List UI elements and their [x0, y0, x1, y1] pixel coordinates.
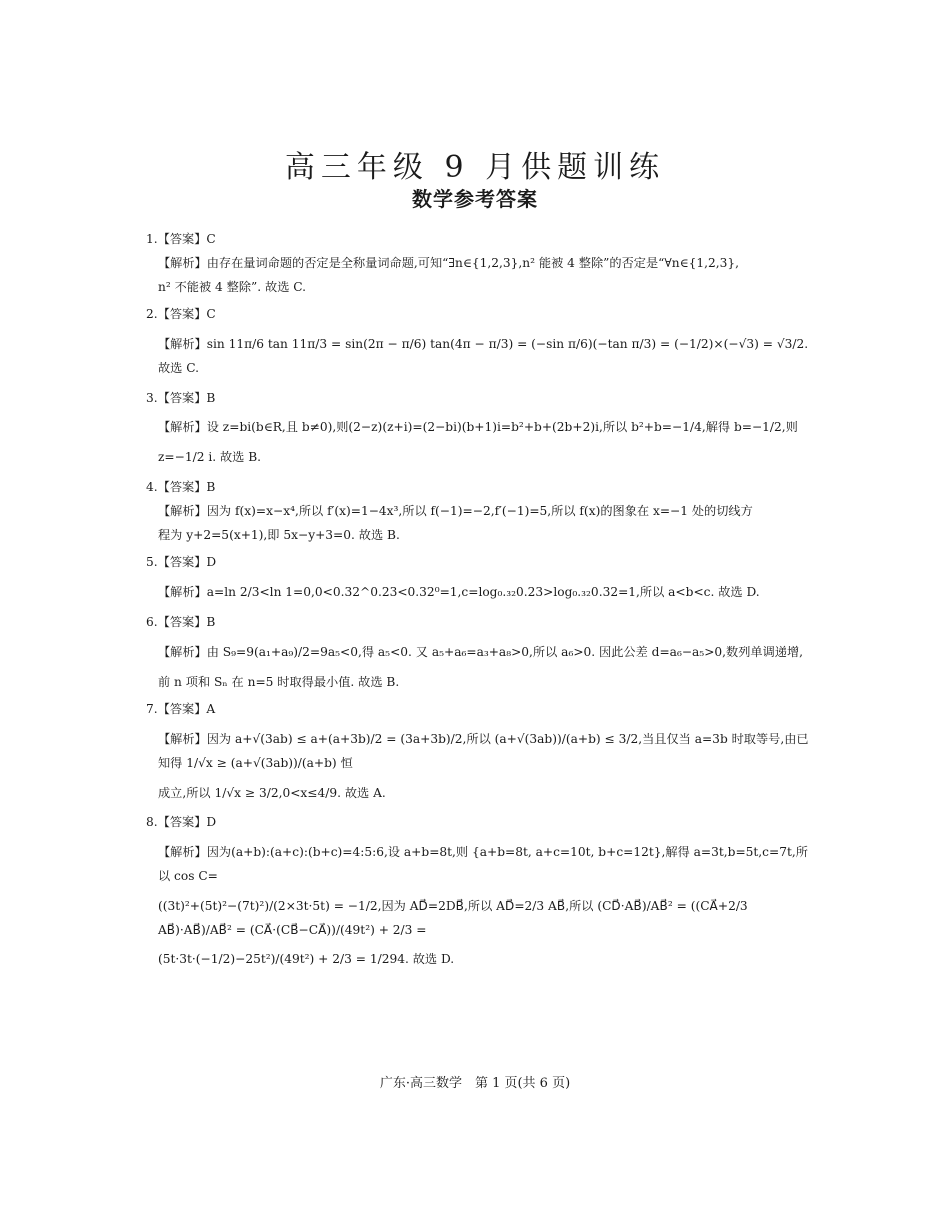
answer-3: 3.【答案】B — [146, 390, 216, 405]
solution-6-line-2: 前 n 项和 Sₙ 在 n=5 时取得最小值. 故选 B. — [158, 674, 400, 689]
solution-8-line-3: (5t·3t·(−1/2)−25t²)/(49t²) + 2/3 = 1/294. 故选 D. — [158, 952, 455, 967]
answer-list — [146, 228, 811, 978]
answer-2: 2.【答案】C — [146, 307, 216, 322]
answer-7: 7.【答案】A — [146, 702, 216, 717]
solution-8-line-2: ((3t)²+(5t)²−(7t)²)/(2×3t·5t) = −1/2,因为 AD⃗=2DB⃗,所以 AD⃗=2/3 AB⃗,所以 (CD⃗·AB⃗)/AB⃗² = ((CA⃗+2/3 AB⃗)·AB⃗)/AB⃗² = (CA⃗·(CB⃗−CA⃗))/(49t²) + 2/3 = — [158, 898, 748, 937]
solution-3-line-1: 【解析】设 z=bi(b∈R,且 b≠0),则(2−z)(z+i)=(2−bi)(b+1)i=b²+b+(2b+2)i,所以 b²+b=−1/4,解得 b=−1/2,则 — [158, 420, 798, 435]
solution-6-line-1: 【解析】由 S₉=9(a₁+a₉)/2=9a₅<0,得 a₅<0. 又 a₅+a₆=a₃+a₈>0,所以 a₆>0. 因此公差 d=a₆−a₅>0,数列单调递增, — [158, 644, 804, 659]
question-2 — [146, 303, 811, 380]
solution-1-line-2: n² 不能被 4 整除”. 故选 C. — [158, 279, 307, 294]
question-4 — [146, 476, 811, 547]
answer-1: 1.【答案】C — [146, 232, 216, 246]
page-title: 高三年级 9 月供题训练 — [284, 150, 666, 185]
answer-6: 6.【答案】B — [146, 614, 216, 629]
question-1 — [146, 228, 811, 299]
answer-4: 4.【答案】B — [146, 480, 216, 495]
solution-2-line-1: 【解析】sin 11π/6 tan 11π/3 = sin(2π − π/6) tan(4π − π/3) = (−sin π/6)(−tan π/3) = (−1/2)×(−√3) = √3/2. 故选 C. — [158, 337, 809, 375]
answer-5: 5.【答案】D — [146, 555, 217, 570]
solution-8-line-1: 【解析】因为(a+b):(a+c):(b+c)=4:5:6,设 a+b=8t,则 {a+b=8t, a+c=10t, b+c=12t},解得 a=3t,b=5t,c=7t,所以 cos C= — [158, 845, 808, 883]
solution-7-line-2: 成立,所以 1/√x ≥ 3/2,0<x≤4/9. 故选 A. — [158, 785, 386, 800]
solution-4-line-2: 程为 y+2=5(x+1),即 5x−y+3=0. 故选 B. — [158, 527, 400, 542]
page-subtitle: 数学参考答案 — [412, 187, 538, 211]
question-7 — [146, 698, 811, 805]
solution-3-line-2: z=−1/2 i. 故选 B. — [158, 450, 262, 465]
question-8 — [146, 811, 811, 972]
solution-4-line-1: 【解析】因为 f(x)=x−x⁴,所以 f′(x)=1−4x³,所以 f(−1)=−2,f′(−1)=5,所以 f(x)的图象在 x=−1 处的切线方 — [158, 503, 753, 518]
solution-5-line-1: 【解析】a=ln 2/3<ln 1=0,0<0.32^0.23<0.32⁰=1,c=log₀.₃₂0.23>log₀.₃₂0.32=1,所以 a<b<c. 故选 D. — [158, 585, 760, 600]
question-5 — [146, 551, 811, 605]
solution-7-line-1: 【解析】因为 a+√(3ab) ≤ a+(a+3b)/2 = (3a+3b)/2,所以 (a+√(3ab))/(a+b) ≤ 3/2,当且仅当 a=3b 时取等号,由已知得 1/√x ≥ (a+√(3ab))/(a+b) 恒 — [158, 732, 809, 770]
solution-1-line-1: 【解析】由存在量词命题的否定是全称量词命题,可知“∃n∈{1,2,3},n² 能被 4 整除”的否定是“∀n∈{1,2,3}, — [158, 255, 739, 270]
question-3 — [146, 387, 811, 470]
answer-8: 8.【答案】D — [146, 815, 217, 830]
question-6 — [146, 611, 811, 694]
page-footer: 广东·高三数学 第 1 页(共 6 页) — [379, 1076, 571, 1091]
